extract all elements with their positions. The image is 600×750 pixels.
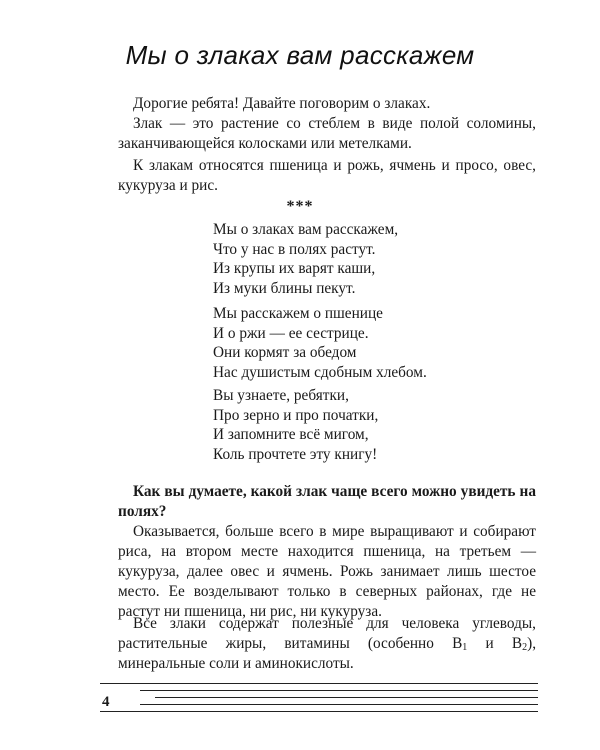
intro-paragraph-2: Злак — это растение со стеблем в виде полой соломины, заканчивающейся колосками или метелками. xyxy=(118,115,536,152)
footer-rule xyxy=(140,704,538,705)
nutrition-text-1: Все злаки содержат полезные для человека углеводы, растительные жиры, витамины (особенно B xyxy=(118,615,536,652)
nutrition-text-3: ), минеральные соли и аминокислоты. xyxy=(118,635,537,672)
poem-line: Что у нас в полях растут. xyxy=(213,240,376,258)
poem-stanza-2 xyxy=(213,304,473,382)
vitamin-b1-subscript: 1 xyxy=(462,642,468,653)
poem-stanza-1 xyxy=(213,220,473,298)
poem-line: Из муки блины пекут. xyxy=(213,279,356,297)
poem-line: И запомните всё мигом, xyxy=(213,426,369,444)
poem-line: Нас душистым сдобным хлебом. xyxy=(213,363,427,381)
footer-rule xyxy=(155,697,538,698)
poem-line: Мы расскажем о пшенице xyxy=(213,305,383,322)
answer-paragraph: Оказывается, больше всего в мире выращивают и собирают риса, на втором месте находится пшеница, на третьем — кукуруза, далее овес и ячмень. Рожь занимает лишь шестое место. Ее возделывают только в северных районах, где не растут ни пшеница, ни рис, ни кукуруза. xyxy=(118,523,536,620)
intro-paragraph-3: К злакам относятся пшеница и рожь, ячмень и просо, овес, кукуруза и рис. xyxy=(118,157,536,194)
intro-paragraph-1: Дорогие ребята! Давайте поговорим о злаках. xyxy=(133,95,431,112)
footer-rule xyxy=(140,690,538,691)
nutrition-text-2: и B xyxy=(467,635,523,652)
question-heading: Как вы думаете, какой злак чаще всего можно увидеть на полях? xyxy=(118,483,536,520)
poem-line: Из крупы их варят каши, xyxy=(213,260,376,278)
poem-stanza-3 xyxy=(213,386,473,464)
poem-line: Мы о злаках вам расскажем, xyxy=(213,221,399,238)
page-title: Мы о злаках вам расскажем xyxy=(125,40,475,70)
poem-line: Они кормят за обедом xyxy=(213,344,357,362)
vitamin-b2-subscript: 2 xyxy=(522,642,528,653)
poem-line: Вы узнаете, ребятки, xyxy=(213,387,349,404)
separator-stars: *** xyxy=(286,198,314,215)
nutrition-paragraph xyxy=(118,614,536,674)
page-number: 4 xyxy=(102,694,110,710)
poem-line: И о ржи — ее сестрице. xyxy=(213,324,369,342)
poem-line: Про зерно и про початки, xyxy=(213,406,379,424)
poem-line: Коль прочтете эту книгу! xyxy=(213,445,378,463)
footer-rule xyxy=(100,683,538,684)
footer-rule xyxy=(100,711,538,712)
